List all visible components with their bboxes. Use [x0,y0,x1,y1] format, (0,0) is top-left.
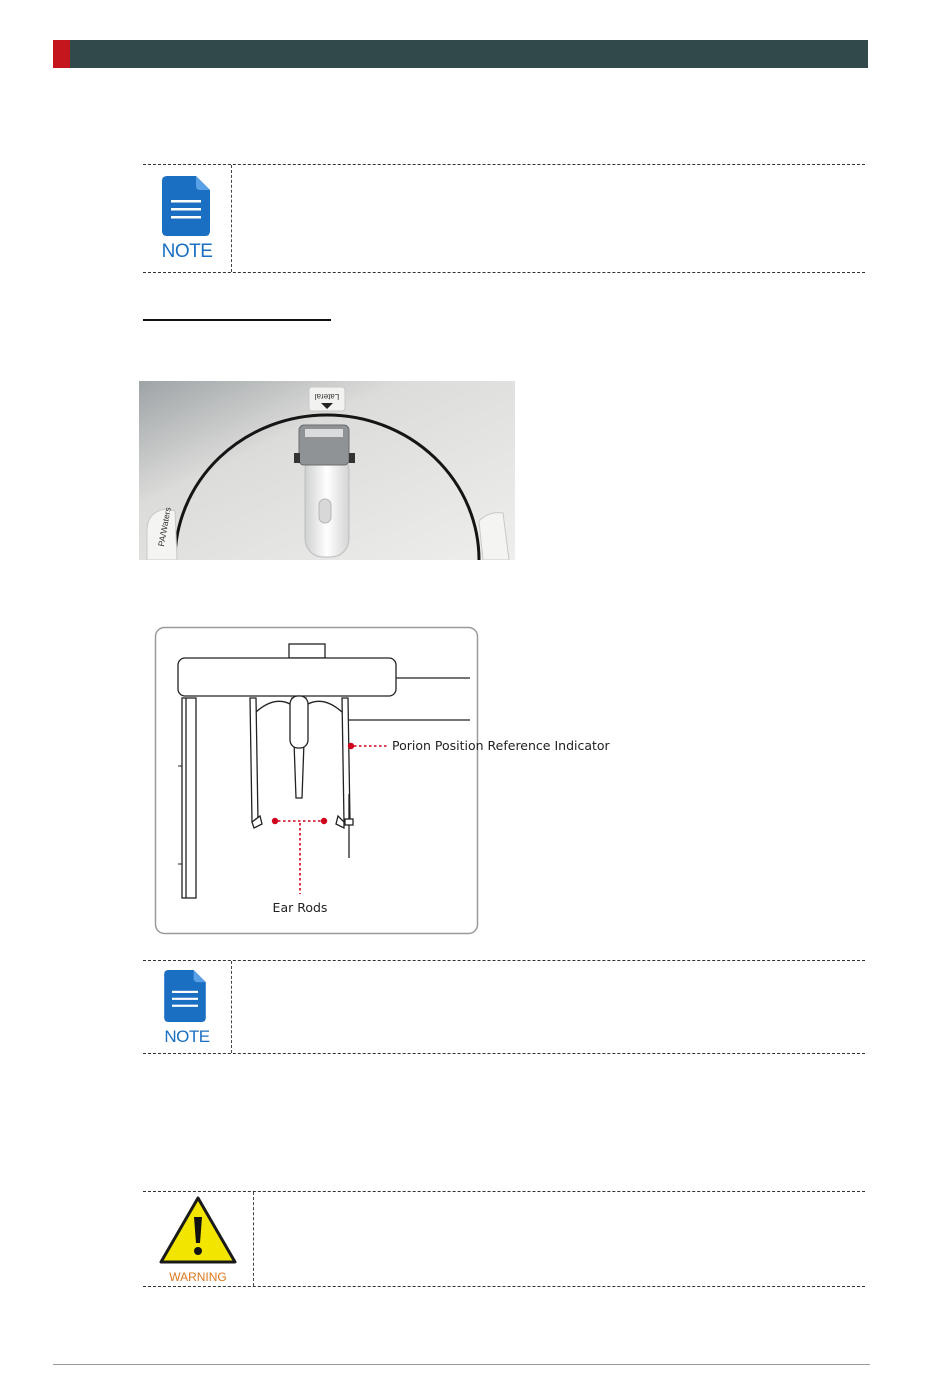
note-icon-wrap [143,961,231,1053]
cephalostat-photo-drawing [139,381,515,560]
ear-rod-diagram-drawing [154,626,614,936]
ear-rod-diagram [154,626,614,936]
footer-rule [53,1364,870,1365]
section-heading-underline [143,319,331,321]
note-document-icon [162,176,210,236]
note-callout-top [143,164,865,273]
warning-callout [143,1191,865,1287]
header-accent [53,40,70,68]
ear-rods-label: Ear Rods [272,900,328,915]
callout-divider [231,961,232,1053]
lateral-tag: Lateral [314,392,340,401]
note-callout-bottom [143,960,865,1054]
warning-triangle-icon [159,1195,237,1265]
cephalostat-photo [139,381,515,560]
pa-waters-tag: PA/Waters [156,506,173,548]
note-label: NOTE [164,1026,210,1046]
note-icon-wrap [143,165,231,272]
note-label: NOTE [161,241,213,262]
callout-divider [231,165,232,272]
porion-indicator-label: Porion Position Reference Indicator [392,738,610,753]
warning-icon-wrap [143,1192,253,1286]
callout-divider [253,1192,254,1286]
note-document-icon [164,970,206,1022]
warning-label: WARNING [169,1270,227,1284]
header-bar [53,40,868,68]
